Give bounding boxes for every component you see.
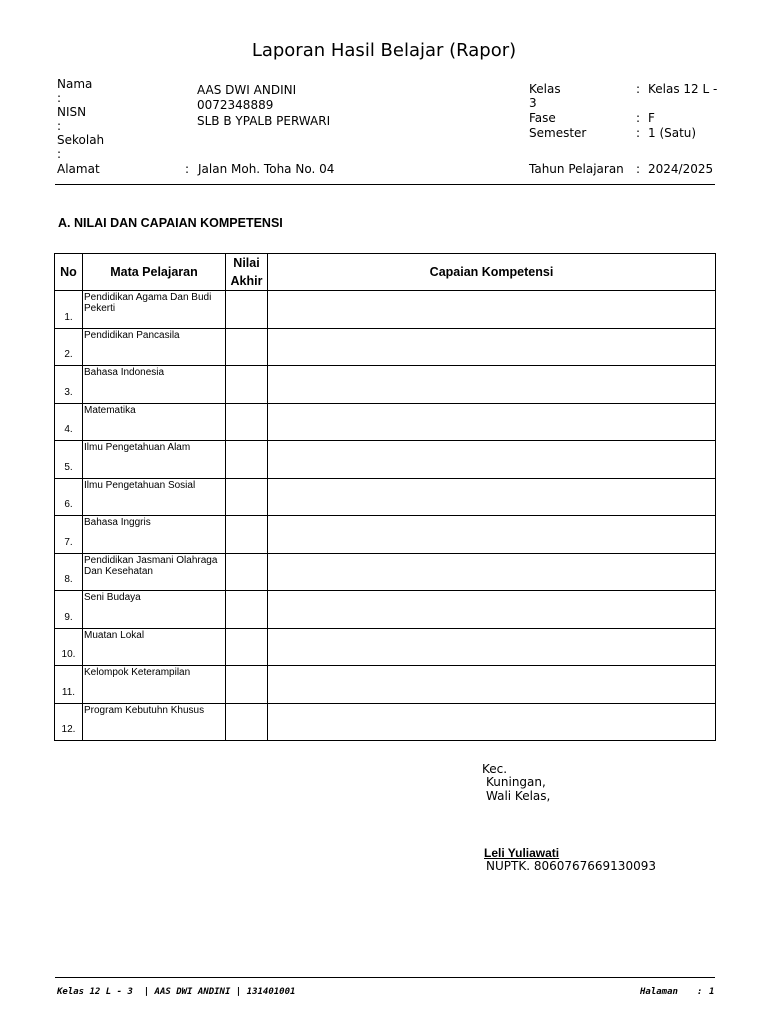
subject-cell: Pendidikan Agama Dan Budi Pekerti [83, 291, 226, 329]
row-number-text: 3. [64, 386, 73, 398]
score-cell [226, 478, 268, 516]
student-school: SLB B YPALB PERWARI [197, 114, 331, 128]
section-heading: A. NILAI DAN CAPAIAN KOMPETENSI [58, 216, 283, 230]
subject-cell: Kelompok Keterampilan [83, 666, 226, 704]
competency-cell [268, 591, 716, 629]
colon-semester: : [636, 126, 641, 140]
class-value: Kelas 12 L - [648, 82, 718, 96]
table-row [55, 591, 716, 629]
table-row [55, 328, 716, 366]
row-number [55, 403, 83, 441]
competency-cell [268, 516, 716, 554]
competency-cell [268, 703, 716, 741]
phase-value: F [648, 111, 655, 125]
competency-cell [268, 553, 716, 591]
table-row [55, 403, 716, 441]
score-cell [226, 291, 268, 329]
subject-cell: Pendidikan Jasmani Olahraga Dan Kesehatan [83, 553, 226, 591]
header-divider [55, 184, 715, 185]
score-cell [226, 703, 268, 741]
footer-page-colon: : [697, 987, 703, 997]
row-number [55, 366, 83, 404]
subject-cell: Muatan Lokal [83, 628, 226, 666]
score-cell [226, 441, 268, 479]
row-number [55, 516, 83, 554]
header-competency: Capaian Kompetensi [268, 254, 716, 291]
colon-class: : [636, 82, 641, 96]
row-number-text: 1. [64, 311, 73, 323]
table-header-row [55, 254, 716, 291]
label-class-cont: 3 [529, 96, 537, 110]
score-cell [226, 403, 268, 441]
score-cell [226, 666, 268, 704]
table-row [55, 478, 716, 516]
table-row [55, 516, 716, 554]
row-number [55, 553, 83, 591]
row-number [55, 478, 83, 516]
colon-school: : [57, 147, 62, 161]
table-row [55, 553, 716, 591]
competency-cell [268, 366, 716, 404]
signature-place-1: Kec. [482, 762, 508, 776]
teacher-id: NUPTK. 8060767669130093 [486, 859, 656, 873]
score-cell [226, 553, 268, 591]
header-no: No [55, 254, 83, 291]
row-number [55, 591, 83, 629]
competency-cell [268, 666, 716, 704]
label-nisn: NISN [57, 105, 87, 119]
signature-place-2: Kuningan, [486, 775, 546, 789]
signature-role: Wali Kelas, [486, 789, 551, 803]
subject-cell: Seni Budaya [83, 591, 226, 629]
label-name: Nama [57, 77, 93, 91]
header-score [226, 254, 268, 291]
competency-cell [268, 628, 716, 666]
table-row [55, 628, 716, 666]
subject-cell: Pendidikan Pancasila [83, 328, 226, 366]
row-number-text: 8. [64, 574, 73, 585]
row-number-text: 11. [61, 686, 76, 698]
row-number-text: 6. [64, 499, 73, 510]
competency-cell [268, 291, 716, 329]
row-number-text: 9. [64, 611, 73, 623]
row-number-text: 12. [61, 724, 76, 735]
row-number [55, 291, 83, 329]
row-number-text: 4. [64, 424, 73, 435]
label-semester: Semester [529, 126, 587, 140]
footer-page-number: 1 [709, 987, 715, 997]
subject-cell: Matematika [83, 403, 226, 441]
label-phase: Fase [529, 111, 556, 125]
subject-cell: Program Kebutuhn Khusus [83, 703, 226, 741]
header-score-line-1: Nilai [233, 256, 260, 270]
label-year: Tahun Pelajaran [529, 162, 624, 176]
colon-year: : [636, 162, 641, 176]
subject-cell: Bahasa Inggris [83, 516, 226, 554]
row-number [55, 703, 83, 741]
colon-phase: : [636, 111, 641, 125]
score-cell [226, 591, 268, 629]
table-row [55, 703, 716, 741]
score-cell [226, 628, 268, 666]
footer-divider [55, 977, 715, 978]
row-number-text: 5. [64, 461, 73, 473]
table-row [55, 291, 716, 329]
subject-cell: Ilmu Pengetahuan Sosial [83, 478, 226, 516]
student-address: Jalan Moh. Toha No. 04 [198, 162, 335, 176]
score-cell [226, 328, 268, 366]
row-number-text: 7. [64, 536, 73, 548]
subject-cell: Ilmu Pengetahuan Alam [83, 441, 226, 479]
footer-info: Kelas 12 L - 3 | AAS DWI ANDINI | 131401001 [57, 987, 296, 997]
row-number [55, 666, 83, 704]
colon-name: : [57, 91, 62, 105]
colon-address: : [185, 162, 190, 176]
footer-page-label: Halaman [640, 987, 678, 997]
row-number [55, 628, 83, 666]
row-number-text: 10. [61, 649, 76, 660]
header-score-line-2: Akhir [230, 274, 263, 288]
header-subject: Mata Pelajaran [83, 254, 226, 291]
colon-nisn: : [57, 119, 62, 133]
report-title: Laporan Hasil Belajar (Rapor) [251, 40, 517, 61]
row-number-text: 2. [64, 349, 73, 360]
subject-cell: Bahasa Indonesia [83, 366, 226, 404]
score-cell [226, 366, 268, 404]
label-class: Kelas [529, 82, 561, 96]
competency-cell [268, 403, 716, 441]
year-value: 2024/2025 [648, 162, 714, 176]
table-row [55, 366, 716, 404]
competency-cell [268, 441, 716, 479]
student-name: AAS DWI ANDINI [197, 83, 297, 97]
row-number [55, 328, 83, 366]
table-row [55, 666, 716, 704]
competency-cell [268, 478, 716, 516]
semester-value: 1 (Satu) [648, 126, 697, 140]
teacher-name: Leli Yuliawati [484, 846, 560, 860]
grades-table [54, 253, 716, 741]
table-row [55, 441, 716, 479]
label-school: Sekolah [57, 133, 105, 147]
score-cell [226, 516, 268, 554]
student-nisn: 0072348889 [197, 98, 274, 112]
row-number [55, 441, 83, 479]
competency-cell [268, 328, 716, 366]
label-address: Alamat [57, 162, 100, 176]
